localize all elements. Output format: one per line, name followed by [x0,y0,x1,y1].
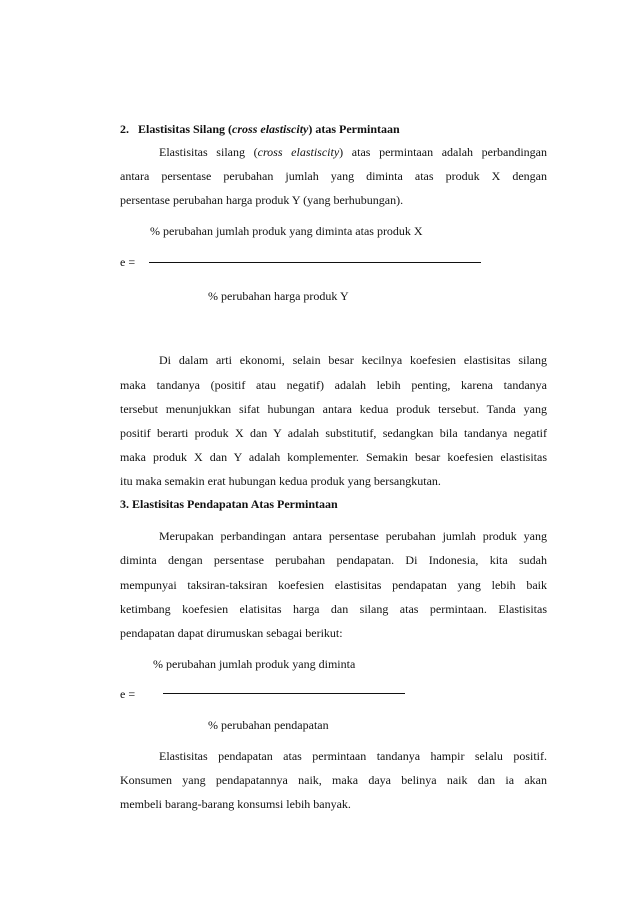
paragraph-line: persentase perubahan harga produk Y (yang berhubungan). [120,193,404,207]
paragraph-line: antara persentase perubahan jumlah yang diminta atas produk X dengan [120,169,547,183]
paragraph-line [159,145,547,159]
paragraph-line: tersebut menunjukkan sifat hubungan antara kedua produk tersebut. Tanda yang [120,402,547,416]
section-2-heading [120,122,547,136]
section-2-title-italic: cross elastiscity [232,122,309,136]
formula-2-lhs: e = [120,687,136,701]
italic-text-run: cross elastiscity [257,145,340,159]
paragraph-line: pendapatan dapat dirumuskan sebagai berikut: [120,626,343,640]
paragraph-line: maka produk X dan Y adalah komplementer. Semakin besar koefesien elastisitas [120,450,547,464]
paragraph-line: diminta dengan persentase perubahan pendapatan. Di Indonesia, kita sudah [120,553,547,567]
formula-2-fraction-bar [163,693,405,694]
section-2-number: 2. [120,122,129,136]
paragraph-line: positif berarti produk X dan Y adalah substitutif, sedangkan bila tandanya negatif [120,426,547,440]
formula-1-fraction-bar [149,262,481,263]
paragraph-line: membeli barang-barang konsumsi lebih banyak. [120,797,351,811]
formula-1-lhs: e = [120,255,136,269]
paragraph-line: Konsumen yang pendapatannya naik, maka daya belinya naik dan ia akan [120,773,547,787]
formula-2-denominator: % perubahan pendapatan [208,718,329,732]
formula-1-denominator: % perubahan harga produk Y [208,289,349,303]
paragraph-line: maka tandanya (positif atau negatif) adalah lebih penting, karena tandanya [120,378,547,392]
paragraph-line: mempunyai taksiran-taksiran koefesien elastisitas pendapatan yang lebih baik [120,578,547,592]
text-run: ) atas permintaan adalah perbandingan [339,145,547,159]
paragraph-line: itu maka semakin erat hubungan kedua produk yang bersangkutan. [120,474,441,488]
paragraph-line: Elastisitas pendapatan atas permintaan tandanya hampir selalu positif. [159,749,547,763]
text-run: Elastisitas silang ( [159,145,258,159]
paragraph-line: ketimbang koefesien elatisitas harga dan silang atas permintaan. Elastisitas [120,602,547,616]
formula-1-numerator: % perubahan jumlah produk yang diminta atas produk X [150,224,423,238]
paragraph-line: Di dalam arti ekonomi, selain besar kecilnya koefesien elastisitas silang [159,353,547,367]
section-2-title-pre: Elastisitas Silang ( [138,122,233,136]
section-3-heading: 3. Elastisitas Pendapatan Atas Permintaan [120,497,338,511]
formula-2-numerator: % perubahan jumlah produk yang diminta [153,657,356,671]
section-2-title-post: ) atas Permintaan [308,122,400,136]
paragraph-line: Merupakan perbandingan antara persentase perubahan jumlah produk yang [159,529,547,543]
